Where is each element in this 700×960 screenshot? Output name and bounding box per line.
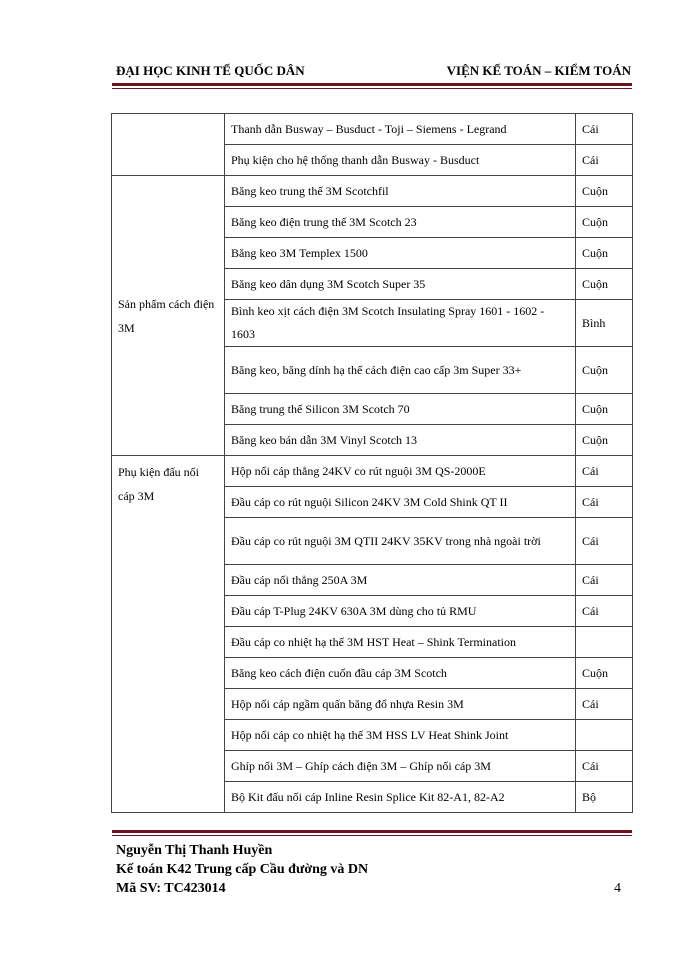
student-id: Mã SV: TC423014 [116,881,226,896]
product-cell: Bình keo xịt cách điện 3M Scotch Insulating Spray 1601 - 1602 - 1603 [225,300,576,347]
category-cell [112,114,225,176]
product-cell: Phụ kiện cho hệ thống thanh dẫn Busway - Busduct [225,145,576,176]
product-cell: Đầu cáp co nhiệt hạ thế 3M HST Heat – Shink Termination [225,627,576,658]
unit-cell: Cuộn [576,207,633,238]
unit-cell: Bình [576,300,633,347]
unit-cell: Cuộn [576,347,633,394]
header-institute: VIỆN KẾ TOÁN – KIỂM TOÁN [446,63,631,78]
product-cell: Băng trung thế Silicon 3M Scotch 70 [225,394,576,425]
product-cell: Băng keo cách điện cuốn đầu cáp 3M Scotch [225,658,576,689]
footer-rule-thick [112,830,632,833]
unit-cell: Cái [576,565,633,596]
product-cell: Đầu cáp nối thẳng 250A 3M [225,565,576,596]
product-cell: Hộp nối cáp thẳng 24KV co rút nguội 3M QS-2000E [225,456,576,487]
product-cell: Ghíp nối 3M – Ghíp cách điện 3M – Ghíp nối cáp 3M [225,751,576,782]
unit-cell: Cuộn [576,176,633,207]
product-cell: Băng keo, băng dính hạ thế cách điện cao cấp 3m Super 33+ [225,347,576,394]
product-cell: Băng keo dân dụng 3M Scotch Super 35 [225,269,576,300]
unit-cell: Cái [576,689,633,720]
unit-cell [576,720,633,751]
header-rule-thin [112,88,632,89]
author-class: Kế toán K42 Trung cấp Cầu đường và DN [116,862,369,877]
unit-cell: Cái [576,596,633,627]
product-cell: Đầu cáp co rút nguội 3M QTII 24KV 35KV trong nhà ngoài trời [225,518,576,565]
category-cell: Sản phẩm cách điện 3M [112,176,225,456]
unit-cell: Cuộn [576,425,633,456]
product-cell: Băng keo trung thế 3M Scotchfil [225,176,576,207]
table-row [112,114,633,145]
page-header [116,63,631,81]
unit-cell: Cái [576,114,633,145]
category-cell: Phụ kiện đấu nối cáp 3M [112,456,225,813]
unit-cell: Cuộn [576,658,633,689]
product-cell: Bộ Kit đấu nối cáp Inline Resin Splice Kit 82-A1, 82-A2 [225,782,576,813]
product-cell: Hộp nối cáp co nhiệt hạ thế 3M HSS LV Heat Shink Joint [225,720,576,751]
header-rule-thick [112,83,632,86]
unit-cell: Cái [576,751,633,782]
product-cell: Đầu cáp T-Plug 24KV 630A 3M dùng cho tủ RMU [225,596,576,627]
unit-cell: Cái [576,487,633,518]
page-number: 4 [614,881,621,896]
unit-cell: Cái [576,456,633,487]
product-table [111,113,633,813]
footer-rule-thin [112,835,632,836]
unit-cell: Cuộn [576,394,633,425]
header-university: ĐẠI HỌC KINH TẾ QUỐC DÂN [116,63,305,78]
product-cell: Băng keo bán dẫn 3M Vinyl Scotch 13 [225,425,576,456]
product-cell: Đầu cáp co rút nguội Silicon 24KV 3M Cold Shink QT II [225,487,576,518]
unit-cell: Cái [576,518,633,565]
table-row [112,456,633,487]
unit-cell [576,627,633,658]
author-name: Nguyễn Thị Thanh Huyền [116,843,273,858]
unit-cell: Bộ [576,782,633,813]
product-cell: Thanh dẫn Busway – Busduct - Toji – Siemens - Legrand [225,114,576,145]
unit-cell: Cái [576,145,633,176]
product-cell: Băng keo 3M Templex 1500 [225,238,576,269]
product-cell: Băng keo điện trung thế 3M Scotch 23 [225,207,576,238]
unit-cell: Cuộn [576,238,633,269]
page-footer [116,841,631,898]
unit-cell: Cuộn [576,269,633,300]
table-row [112,176,633,207]
product-cell: Hộp nối cáp ngầm quấn băng đổ nhựa Resin 3M [225,689,576,720]
